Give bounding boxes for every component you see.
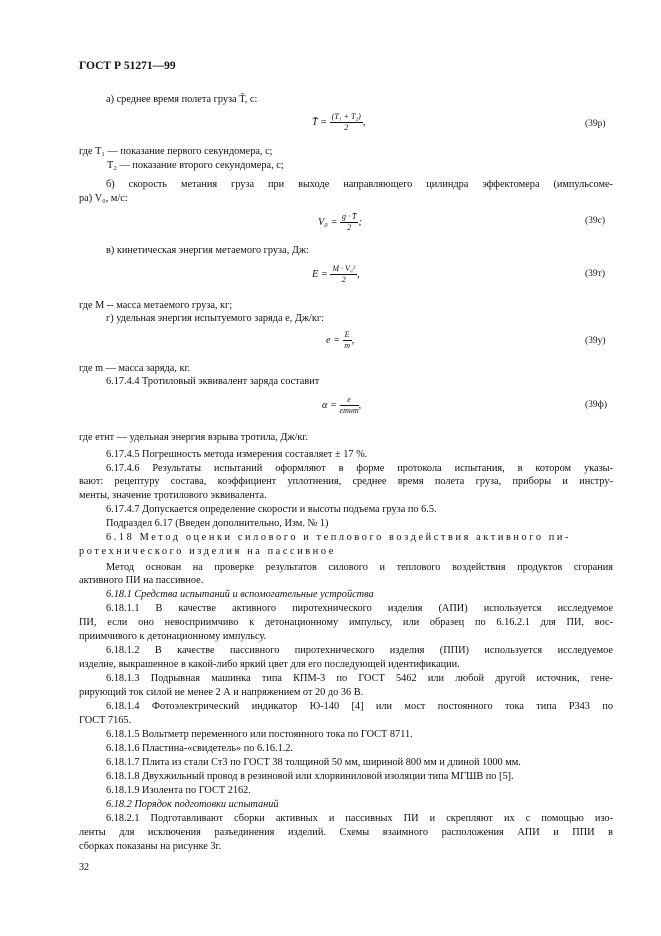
- text-line: г) удельная энергия испытуемого заряда e, Дж/кг:: [106, 313, 324, 324]
- text-line: 6.18.1.5 Вольтметр переменного или постоянного тока по ГОСТ 8711.: [106, 729, 413, 740]
- fraction-denominator: 2: [341, 275, 346, 284]
- text-line: где M -- масса метаемого груза, кг;: [79, 300, 233, 311]
- equation-number: (39у): [585, 336, 606, 346]
- text-line: вают: рецептуру состава, коэффициент уплотнения, среднее время полета груза, приборы и инстру-: [79, 476, 613, 487]
- subsection-heading: 6.18.1 Средства испытаний и вспомогательные устройства: [106, 589, 374, 600]
- equation-39f: [322, 395, 361, 416]
- equation-fraction: [340, 212, 358, 233]
- text-line: 6.18.1.1 В качестве активного пиротехнического изделия (АПИ) используется исследуемое: [106, 603, 613, 614]
- text-line: ленты для исключения разъединения изделий. Схемы взаимного расположения АПИ и ППИ в: [79, 827, 613, 838]
- subsection-heading: 6.18.2 Порядок подготовки испытаний: [106, 799, 279, 810]
- subsection-note: Подраздел 6.17 (Введен дополнительно, Изм. № 1): [106, 518, 329, 529]
- equation-fraction: [340, 395, 359, 416]
- equation-lhs: V₀ =: [318, 216, 338, 228]
- text-line: [79, 518, 640, 531]
- equation-number: (39ф): [585, 400, 607, 410]
- text-line: приимчивого к детонационному импульсу.: [79, 631, 267, 642]
- equation-lhs: α =: [322, 399, 337, 411]
- section-title: ротехнического изделия на пассивное: [79, 546, 336, 557]
- text-line: где eтнт — удельная энергия взрыва тротила, Дж/кг.: [79, 432, 309, 443]
- document-header: ГОСТ Р 51271—99: [79, 60, 176, 72]
- text-line: 6.17.4.7 Допускается определение скорости и высоты подъема груза по 6.5.: [106, 504, 437, 515]
- text-line: 6.18.1.3 Подрывная машинка типа КПМ-3 по ГОСТ 5462 или любой другой источник, гене-: [106, 673, 613, 684]
- text-line: ГОСТ 7165.: [79, 715, 132, 726]
- equation-tail: ,: [351, 334, 355, 346]
- text-line: ПИ, если оно невосприимчиво к детонационному импульсу, или образец по 6.16.2.1 для ПИ, вос-: [79, 617, 613, 628]
- fraction-numerator: (T₁ + T₂): [331, 112, 361, 121]
- equation-fraction: [330, 264, 357, 285]
- text-line: 6.18.1.7 Плита из стали Ст3 по ГОСТ 38 толщиной 50 мм, шириной 800 мм и длиной 1000 мм.: [106, 757, 521, 768]
- text-line: 6.18.1.4 Фотоэлектрический индикатор Ю-140 [4] или мост постоянного тока типа Р343 по: [106, 701, 613, 712]
- text-line: Метод основан на проверке результатов силового и теплового воздействия продуктов сгорания: [106, 562, 613, 573]
- page-number: 32: [79, 862, 89, 873]
- equation-fraction: [343, 330, 352, 351]
- equation-39u: [326, 330, 354, 351]
- text-line: 6.17.4.5 Погрешность метода измерения составляет ± 17 %.: [106, 449, 368, 460]
- text-line: где m — масса заряда, кг.: [79, 363, 191, 374]
- equation-lhs: e =: [326, 334, 341, 346]
- text-line: а) среднее время полета груза T̄, с:: [106, 94, 258, 105]
- fraction-denominator: eтнт: [339, 406, 359, 415]
- equation-fraction: [330, 112, 363, 133]
- equation-tail: ,: [357, 268, 360, 280]
- equation-39s: [318, 212, 362, 233]
- section-title: 6.18 Метод оценки силового и теплового воздействия активного пи-: [106, 532, 572, 543]
- fraction-denominator: 2: [344, 123, 349, 132]
- text-line: 6.18.1.2 В качестве пассивного пиротехнического изделия (ППИ) используется исследуемое: [106, 645, 613, 656]
- equation-lhs: T̄ =: [312, 116, 328, 128]
- text-line: изделие, выкрашенное в какой-либо яркий цвет для его последующей идентификации.: [79, 659, 460, 670]
- equation-tail: ,: [362, 116, 366, 128]
- fraction-denominator: m: [344, 341, 350, 350]
- fraction-numerator: g · T̄: [341, 212, 357, 221]
- text-line: рирующий ток силой не менее 2 А и напряжением от 20 до 36 В.: [79, 687, 364, 698]
- text-line: 6.17.4.6 Результаты испытаний оформляют в форме протокола испытания, в котором указы-: [106, 463, 613, 474]
- text-line: б) скорость метания груза при выходе направляющего цилиндра эффектомера (импульсоме-: [106, 179, 613, 190]
- text-line: 6.18.1.8 Двухжильный провод в резиновой или хлорвиниловой изоляции типа МГШВ по [5].: [106, 771, 514, 782]
- text-line: 6.18.1.9 Изолента по ГОСТ 2162.: [106, 785, 251, 796]
- text-line: T₂ — показание второго секундомера, с;: [107, 160, 284, 171]
- text-line: 6.18.2.1 Подготавливают сборки активных и пассивных ПИ и скрепляют их с помощью изо-: [106, 813, 613, 824]
- text-line: 6.18.1.6 Пластина-«свидетель» по 6.16.1.2.: [106, 743, 294, 754]
- equation-lhs: E =: [312, 268, 328, 280]
- text-line: в) кинетическая энергия метаемого груза, Дж:: [106, 245, 309, 256]
- fraction-numerator: M · V₀²: [332, 264, 356, 273]
- fraction-numerator: e: [340, 395, 359, 406]
- equation-number: (39р): [585, 119, 606, 129]
- text-line: активного ПИ на пассивное.: [79, 575, 204, 586]
- equation-tail: ;: [358, 216, 362, 228]
- text-line: сборках показаны на рисунке 3г.: [79, 841, 222, 852]
- text-line: ра) V₀, м/с:: [79, 193, 128, 204]
- text-line: менты, значение тротилового эквивалента.: [79, 490, 267, 501]
- equation-number: (39с): [585, 216, 606, 226]
- fraction-denominator: 2: [347, 223, 352, 232]
- text-line: 6.17.4.4 Тротиловый эквивалент заряда составит: [106, 376, 320, 387]
- equation-tail: ,: [358, 399, 362, 411]
- equation-39r: [312, 112, 365, 133]
- fraction-numerator: E: [344, 330, 350, 339]
- equation-number: (39т): [585, 269, 605, 279]
- text-line: где T₁ — показание первого секундомера, с;: [79, 146, 273, 157]
- equation-39t: [312, 264, 360, 285]
